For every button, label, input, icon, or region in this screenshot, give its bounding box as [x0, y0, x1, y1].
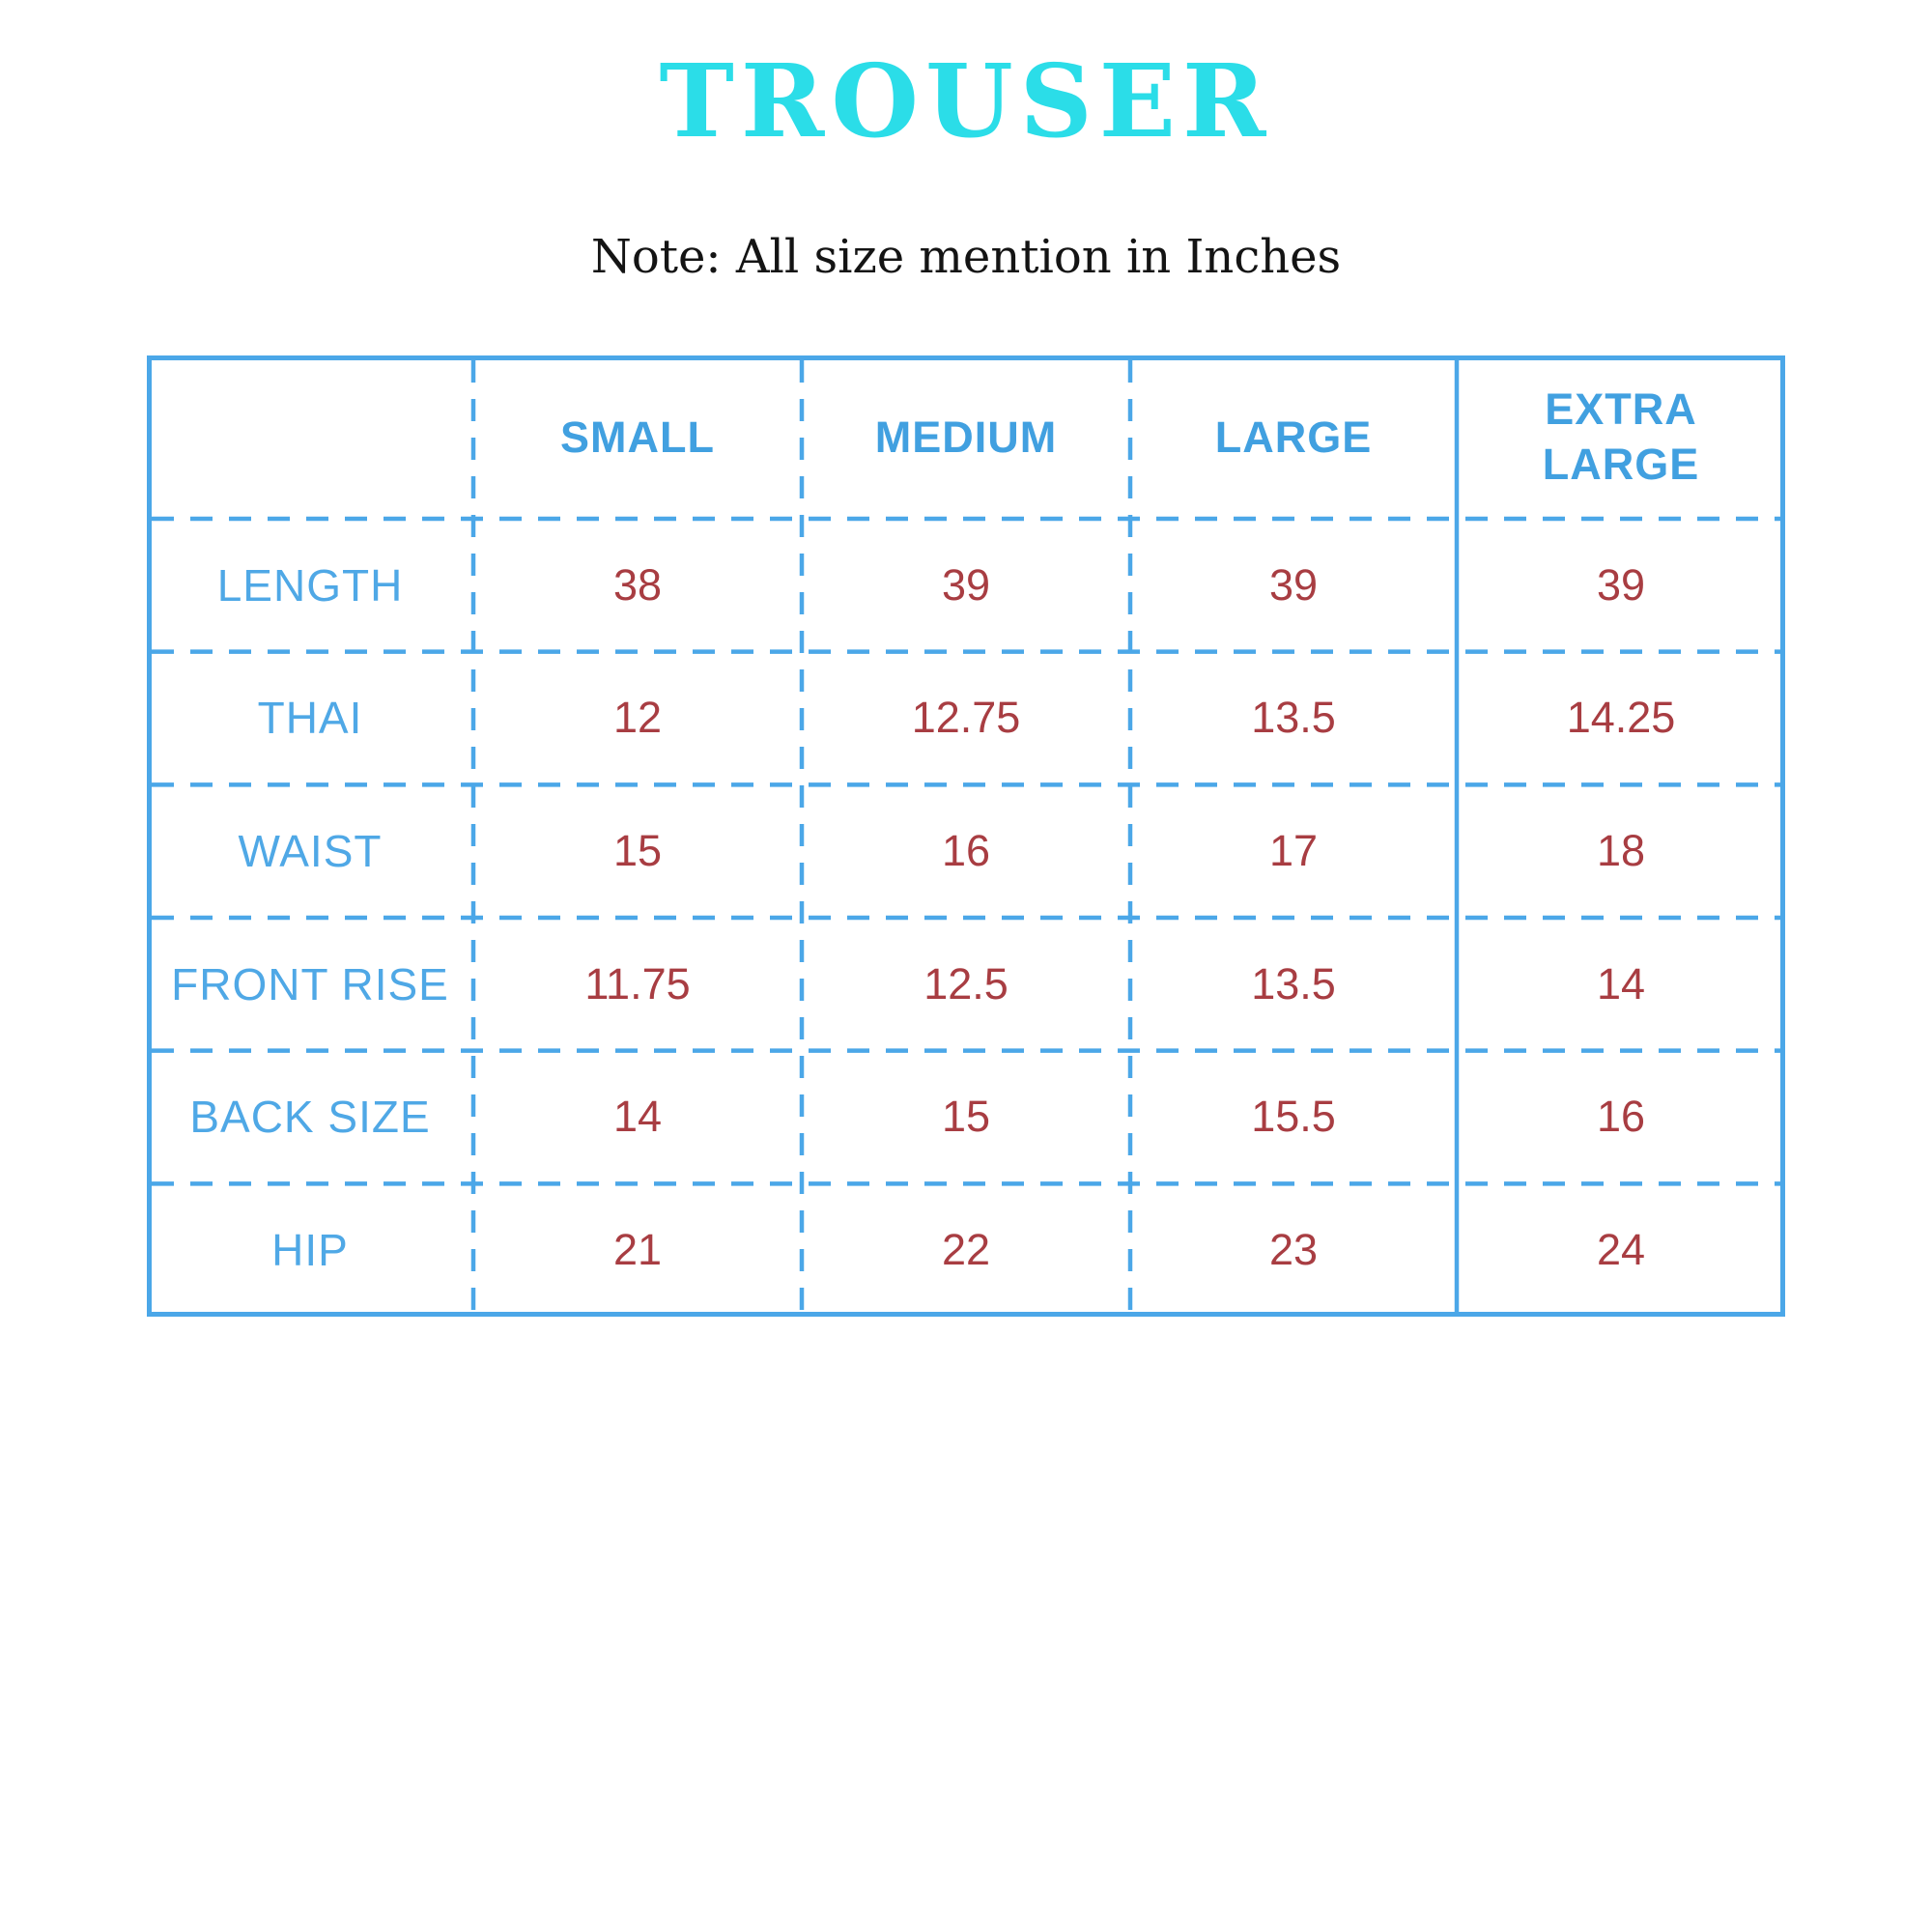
- column-header-small: SMALL: [560, 412, 715, 462]
- value-waist-large: 17: [1268, 826, 1319, 876]
- value-back-size-extra-large: 16: [1596, 1092, 1646, 1142]
- value-thai-small: 12: [612, 693, 663, 743]
- value-back-size-small: 14: [612, 1092, 663, 1142]
- row-label-waist: WAIST: [238, 826, 383, 877]
- column-header-medium: MEDIUM: [874, 412, 1058, 462]
- value-thai-medium: 12.75: [911, 693, 1021, 743]
- value-hip-medium: 22: [941, 1225, 991, 1275]
- row-label-front-rise: FRONT RISE: [171, 958, 449, 1009]
- value-hip-small: 21: [612, 1225, 663, 1275]
- value-length-extra-large: 39: [1596, 559, 1646, 610]
- value-front-rise-medium: 12.5: [923, 958, 1009, 1009]
- value-hip-extra-large: 24: [1596, 1225, 1646, 1275]
- column-header-large: LARGE: [1214, 412, 1373, 462]
- page-title: TROUSER: [659, 42, 1273, 160]
- size-table: [147, 355, 1785, 1317]
- row-label-thai: THAI: [257, 693, 363, 744]
- value-thai-large: 13.5: [1251, 693, 1336, 743]
- value-back-size-medium: 15: [941, 1092, 991, 1142]
- value-front-rise-large: 13.5: [1251, 958, 1336, 1009]
- value-length-large: 39: [1268, 559, 1319, 610]
- value-hip-large: 23: [1268, 1225, 1319, 1275]
- value-front-rise-extra-large: 14: [1596, 958, 1646, 1009]
- value-waist-medium: 16: [941, 826, 991, 876]
- row-label-length: LENGTH: [216, 559, 404, 611]
- row-label-back-size: BACK SIZE: [189, 1092, 431, 1143]
- table-cells: [147, 355, 1785, 1317]
- value-waist-small: 15: [612, 826, 663, 876]
- column-header-extra-large-label: EXTRA LARGE: [1542, 384, 1700, 489]
- row-label-hip: HIP: [271, 1225, 349, 1276]
- size-note: Note: All size mention in Inches: [590, 230, 1342, 284]
- column-header-extra-large: [1457, 355, 1785, 519]
- value-thai-extra-large: 14.25: [1566, 693, 1676, 743]
- value-front-rise-small: 11.75: [584, 958, 691, 1009]
- corner-cell: [147, 355, 473, 519]
- value-length-medium: 39: [941, 559, 991, 610]
- value-waist-extra-large: 18: [1596, 826, 1646, 876]
- value-length-small: 38: [612, 559, 663, 610]
- value-back-size-large: 15.5: [1251, 1092, 1336, 1142]
